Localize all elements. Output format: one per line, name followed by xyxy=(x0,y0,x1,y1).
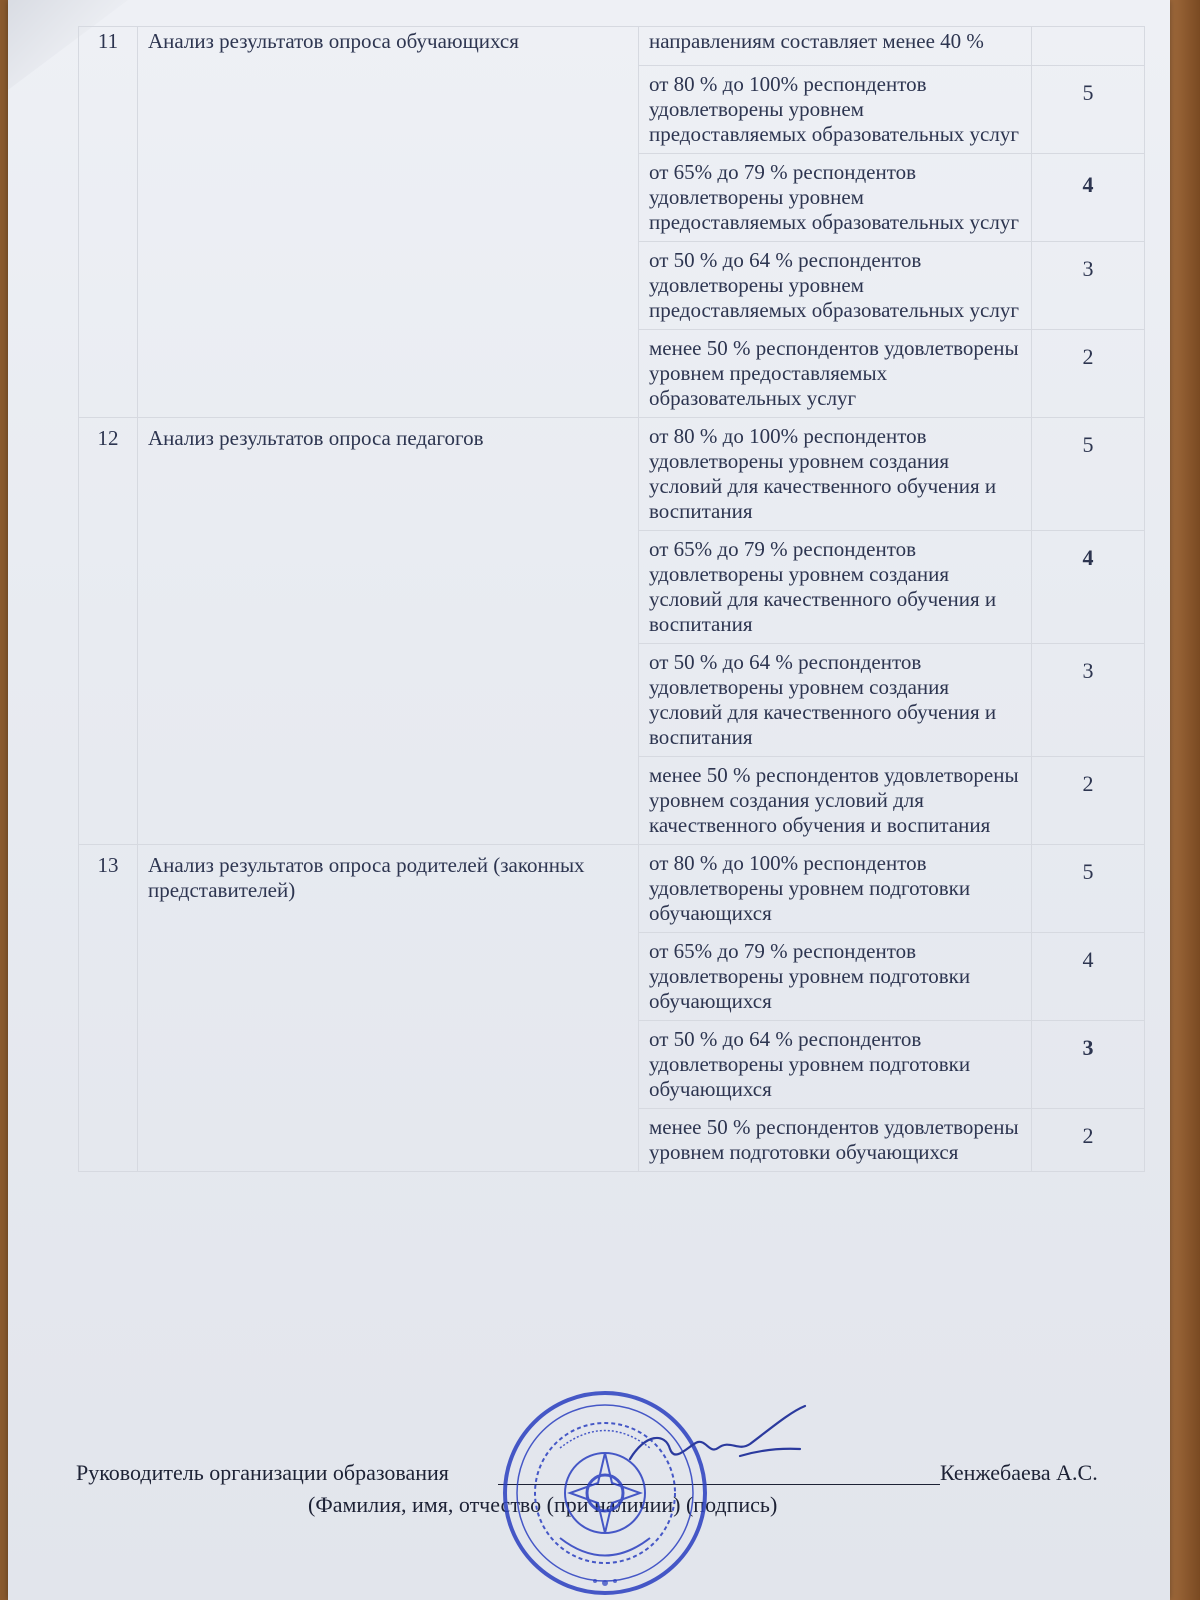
row-number: 13 xyxy=(79,845,138,1172)
table-row xyxy=(79,845,1145,933)
level-description: направлениям составляет менее 40 % xyxy=(639,27,1032,66)
handwritten-signature-icon xyxy=(620,1404,830,1484)
level-description: от 65% до 79 % респондентов удовлетворены уровнем создания условий для качественного обучения и воспитания xyxy=(639,531,1032,644)
level-score: 3 xyxy=(1032,1021,1145,1109)
level-score xyxy=(1032,27,1145,66)
level-score: 2 xyxy=(1032,330,1145,418)
signer-name: Кенжебаева А.С. xyxy=(940,1460,1098,1485)
level-score: 3 xyxy=(1032,242,1145,330)
level-description: от 65% до 79 % респондентов удовлетворены уровнем подготовки обучающихся xyxy=(639,933,1032,1021)
criteria-table xyxy=(78,26,1145,1172)
signature-caption: (Фамилия, имя, отчество (при наличии) (подпись) xyxy=(308,1492,778,1517)
level-description: от 50 % до 64 % респондентов удовлетворены уровнем предоставляемых образовательных услуг xyxy=(639,242,1032,330)
level-score: 2 xyxy=(1032,757,1145,845)
level-description: менее 50 % респондентов удовлетворены уровнем подготовки обучающихся xyxy=(639,1109,1032,1172)
level-score: 5 xyxy=(1032,66,1145,154)
level-description: от 80 % до 100% респондентов удовлетворены уровнем предоставляемых образовательных услуг xyxy=(639,66,1032,154)
criterion-name: Анализ результатов опроса педагогов xyxy=(138,418,639,845)
level-score: 5 xyxy=(1032,418,1145,531)
row-number: 12 xyxy=(79,418,138,845)
row-number: 11 xyxy=(79,27,138,418)
table-row xyxy=(79,418,1145,531)
level-description: от 80 % до 100% респондентов удовлетворены уровнем создания условий для качественного обучения и воспитания xyxy=(639,418,1032,531)
signer-role-label: Руководитель организации образования xyxy=(76,1460,449,1485)
table-row xyxy=(79,27,1145,66)
level-score: 4 xyxy=(1032,531,1145,644)
criteria-table-body xyxy=(79,27,1145,1172)
level-description: от 65% до 79 % респондентов удовлетворены уровнем предоставляемых образовательных услуг xyxy=(639,154,1032,242)
level-score: 2 xyxy=(1032,1109,1145,1172)
criterion-name: Анализ результатов опроса родителей (законных представителей) xyxy=(138,845,639,1172)
level-description: от 80 % до 100% респондентов удовлетворены уровнем подготовки обучающихся xyxy=(639,845,1032,933)
level-score: 4 xyxy=(1032,154,1145,242)
criterion-name: Анализ результатов опроса обучающихся xyxy=(138,27,639,418)
level-description: менее 50 % респондентов удовлетворены уровнем предоставляемых образовательных услуг xyxy=(639,330,1032,418)
level-description: от 50 % до 64 % респондентов удовлетворены уровнем подготовки обучающихся xyxy=(639,1021,1032,1109)
desk-background xyxy=(1170,0,1200,1600)
level-score: 5 xyxy=(1032,845,1145,933)
level-score: 3 xyxy=(1032,644,1145,757)
level-description: менее 50 % респондентов удовлетворены уровнем создания условий для качественного обучения и воспитания xyxy=(639,757,1032,845)
level-description: от 50 % до 64 % респондентов удовлетворены уровнем создания условий для качественного обучения и воспитания xyxy=(639,644,1032,757)
level-score: 4 xyxy=(1032,933,1145,1021)
